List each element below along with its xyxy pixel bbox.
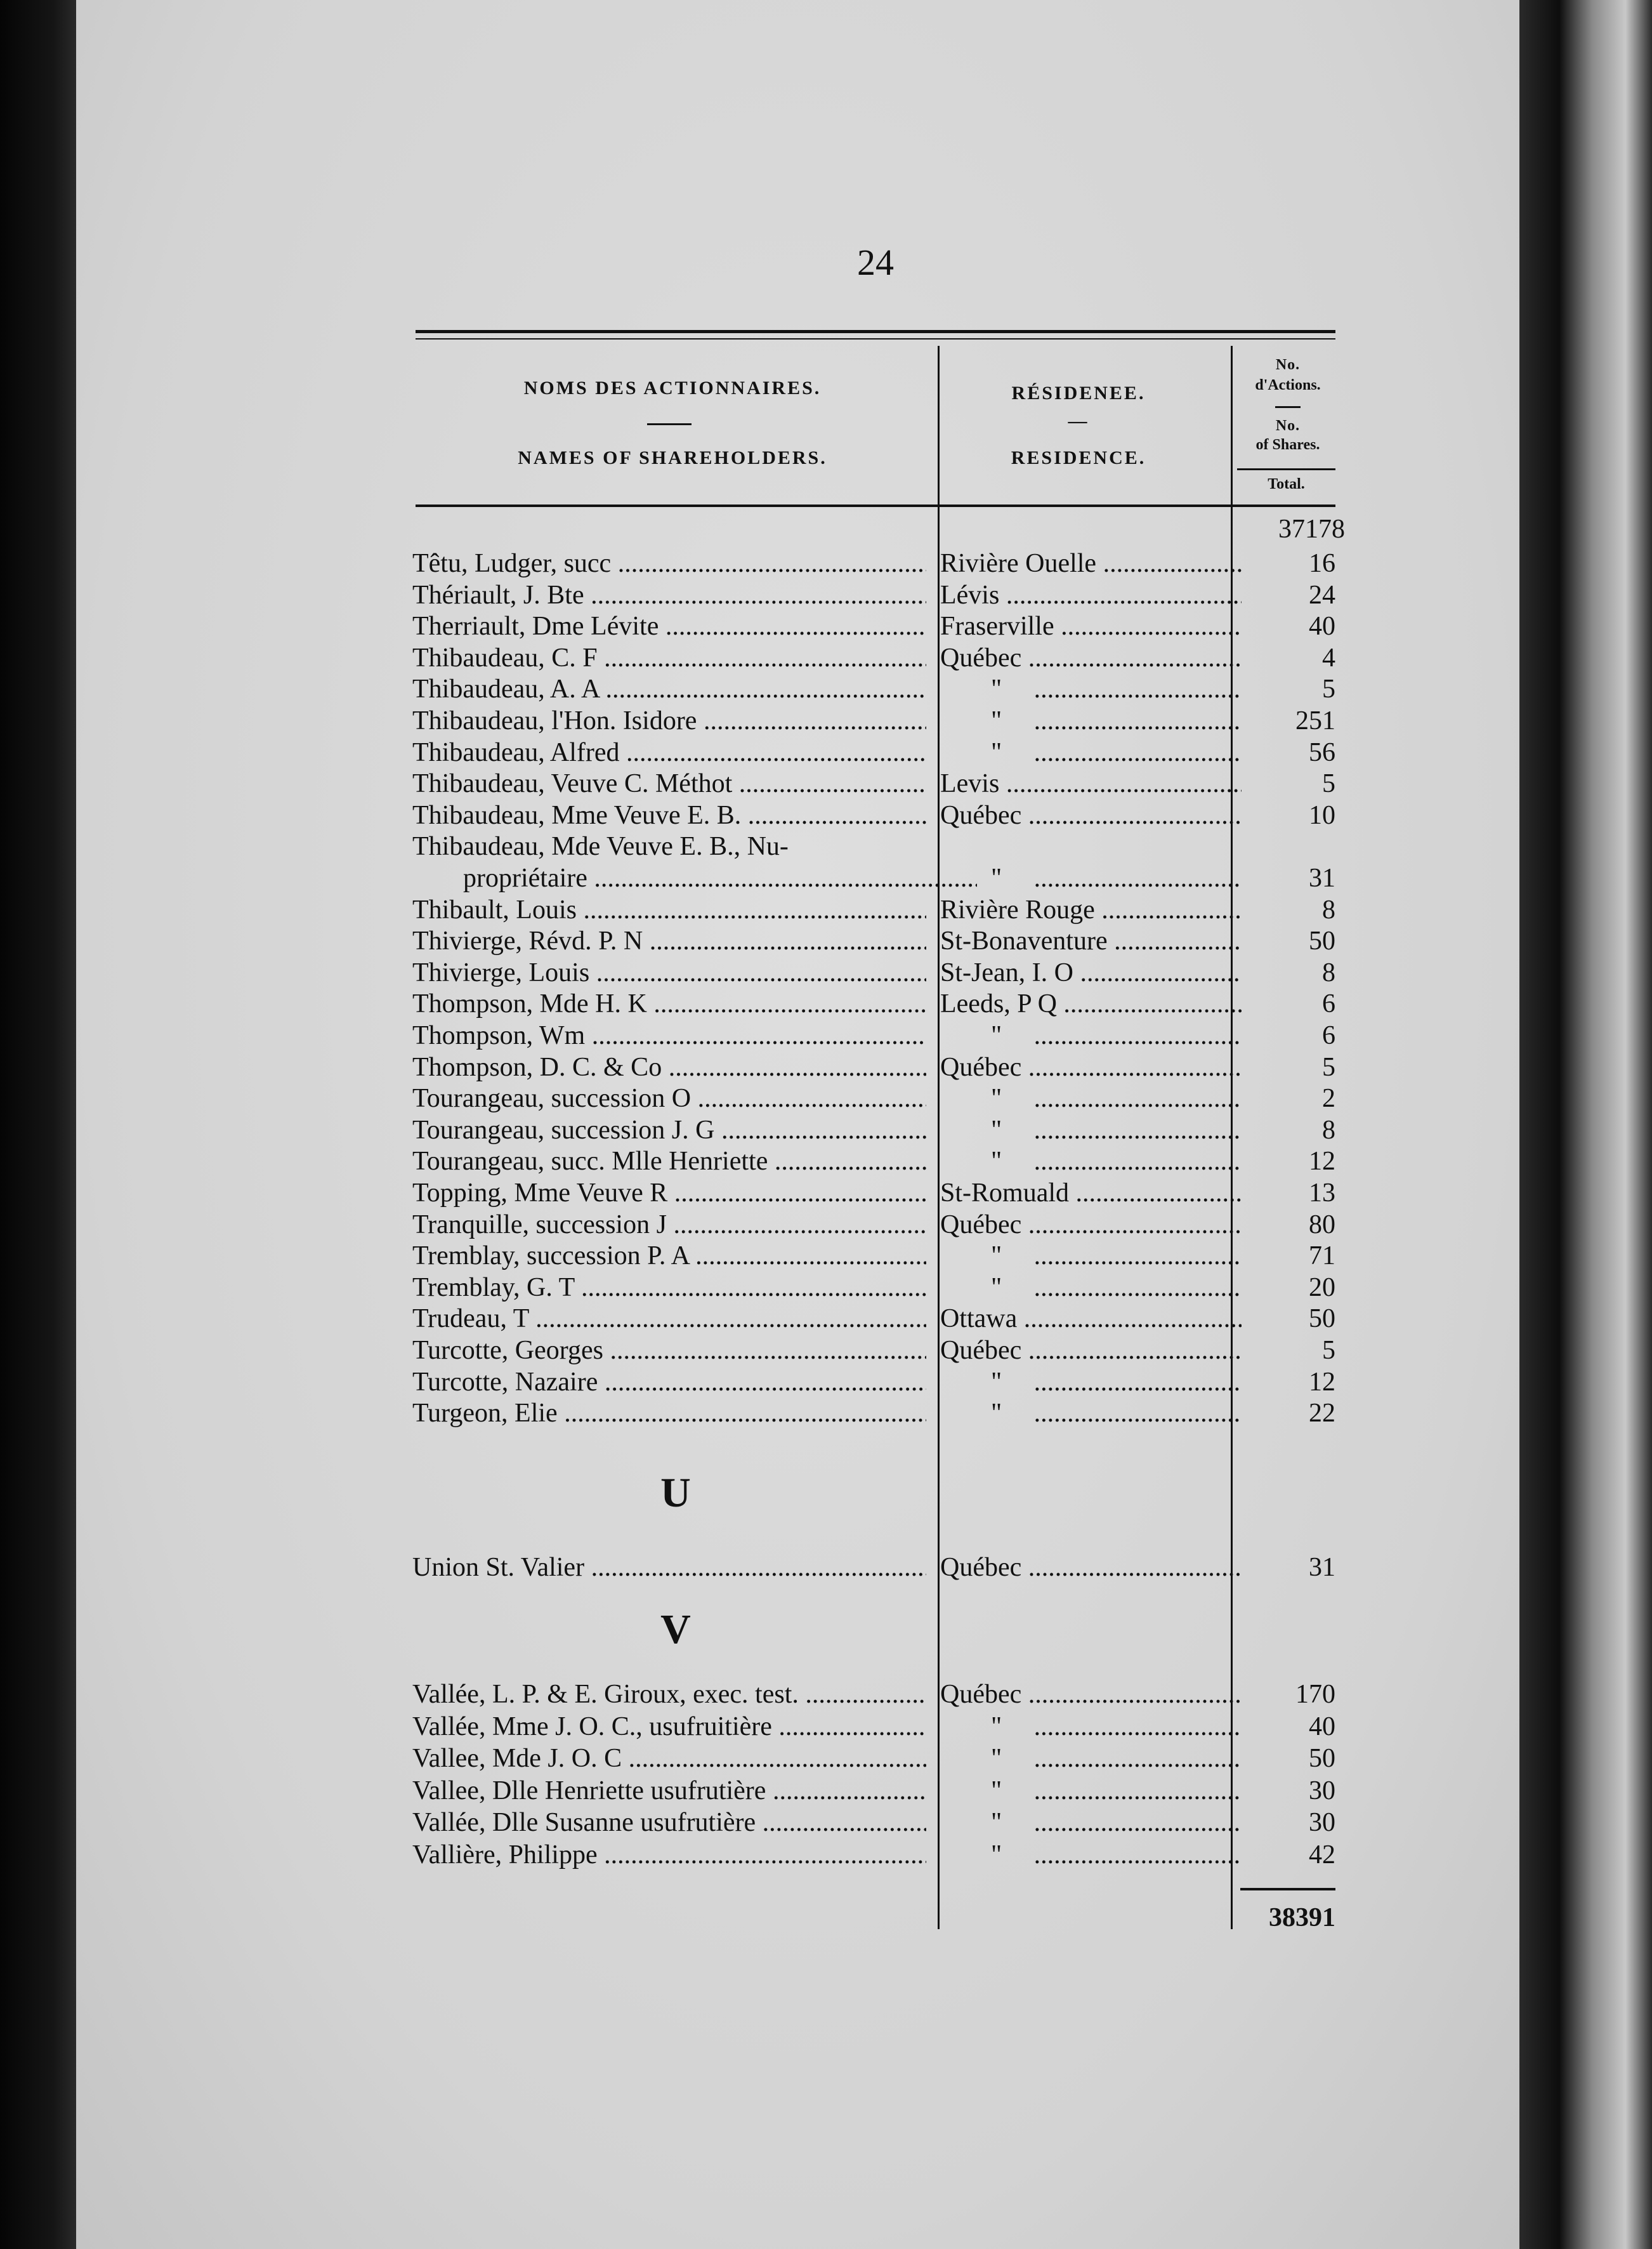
header-top-rule-thin — [416, 338, 1335, 340]
dot-leader — [577, 895, 926, 925]
header-total-rule — [1237, 468, 1335, 470]
dot-leader — [603, 1336, 926, 1365]
residence — [940, 737, 1242, 768]
dot-leader — [584, 581, 926, 610]
residence-text: St-Romuald — [940, 1178, 1070, 1208]
share-count: 40 — [1309, 612, 1335, 642]
shareholder-row — [412, 737, 1339, 768]
residence — [940, 1272, 1242, 1303]
share-count: 6 — [1322, 989, 1335, 1019]
shareholder-name — [412, 1679, 926, 1710]
residence — [940, 1145, 1242, 1177]
shareholder-name-text: Turcotte, Nazaire — [412, 1367, 598, 1397]
shareholder-row — [412, 862, 1339, 894]
share-count: 170 — [1295, 1680, 1335, 1709]
share-count: 5 — [1322, 769, 1335, 799]
residence — [940, 862, 1242, 894]
share-count: 2 — [1322, 1084, 1335, 1114]
share-count: 30 — [1309, 1776, 1335, 1805]
dot-leader — [999, 581, 1242, 610]
residence-text: Québec — [940, 1210, 1022, 1239]
residence — [940, 1807, 1242, 1838]
share-count: 24 — [1309, 580, 1335, 610]
shareholder-row — [412, 579, 1339, 611]
residence — [940, 1335, 1242, 1366]
residence — [940, 705, 1242, 737]
shareholder-name-text: Tranquille, succession J — [412, 1210, 667, 1239]
shareholder-name-text: Tourangeau, succession O — [412, 1084, 692, 1114]
share-count: 13 — [1309, 1178, 1335, 1208]
dot-leader — [1021, 1336, 1242, 1365]
residence — [940, 610, 1242, 642]
residence — [940, 988, 1242, 1020]
shareholder-name — [412, 1209, 926, 1241]
shareholder-name — [412, 988, 926, 1020]
page-number: 24 — [857, 242, 894, 283]
share-count: 20 — [1309, 1272, 1335, 1302]
share-count: 10 — [1309, 800, 1335, 830]
dot-leader — [1021, 1553, 1242, 1582]
residence — [940, 1552, 1242, 1583]
residence-text: " — [991, 675, 1002, 704]
share-count: 71 — [1309, 1241, 1335, 1271]
share-count: 50 — [1309, 1744, 1335, 1774]
shareholder-name — [412, 831, 926, 862]
shareholder-name-text: Thibaudeau, Mme Veuve E. B. — [412, 800, 742, 830]
shareholder-name-text: Thibault, Louis — [412, 895, 577, 925]
shareholder-name — [412, 1083, 926, 1114]
shareholder-name-text: Turgeon, Elie — [412, 1399, 558, 1428]
scan-right-edge — [1519, 0, 1652, 2249]
shareholder-name — [412, 1366, 926, 1398]
residence — [940, 1679, 1242, 1710]
shareholder-name-text: Thibaudeau, Mde Veuve E. B., Nu- — [412, 832, 789, 862]
shareholder-name-text: Vallée, Dlle Susanne usufrutière — [412, 1808, 756, 1838]
residence-text: Leeds, P Q — [940, 989, 1057, 1019]
share-count: 80 — [1309, 1210, 1335, 1239]
dot-leader — [1021, 1053, 1242, 1082]
shareholder-name-text: Thompson, D. C. & Co — [412, 1052, 662, 1082]
dot-leader — [529, 1304, 926, 1333]
residence — [940, 1114, 1242, 1146]
dot-leader — [1002, 1147, 1242, 1176]
residence — [940, 579, 1242, 611]
shareholder-row — [412, 988, 1339, 1020]
shareholder-name — [412, 894, 926, 926]
residence — [940, 642, 1242, 674]
dot-leader — [1069, 1178, 1242, 1208]
residence-text: " — [991, 864, 1002, 893]
share-count: 4 — [1322, 643, 1335, 673]
shareholder-row — [412, 1743, 1339, 1774]
residence-text: Québec — [940, 800, 1022, 830]
header-names-en: NAMES OF SHAREHOLDERS. — [518, 447, 827, 468]
shareholder-row — [412, 1397, 1339, 1429]
residence-text: " — [991, 737, 1002, 767]
header-total: Total. — [1268, 476, 1305, 492]
dot-leader — [766, 1776, 926, 1805]
shareholder-name-text: Tremblay, G. T — [412, 1272, 575, 1302]
dot-leader — [1002, 1368, 1242, 1397]
share-count: 8 — [1322, 895, 1335, 925]
header-shares-en: of Shares. — [1255, 437, 1320, 453]
residence-text: Rivière Rouge — [940, 895, 1095, 925]
header-shares-en-no: No. — [1275, 418, 1301, 434]
share-count: 56 — [1309, 737, 1335, 767]
dot-leader — [689, 1241, 926, 1270]
dot-leader — [1002, 1776, 1242, 1805]
shareholder-name-text: Vallee, Mde J. O. C — [412, 1744, 622, 1774]
shareholder-row — [412, 1145, 1339, 1177]
residence — [940, 673, 1242, 705]
shareholder-row — [412, 610, 1339, 642]
residence-text: Québec — [940, 1553, 1022, 1582]
residence-text: Québec — [940, 1336, 1022, 1365]
residence — [940, 957, 1242, 989]
header-top-rule — [416, 330, 1335, 333]
share-count: 30 — [1309, 1808, 1335, 1838]
shareholder-name-text: Union St. Valier — [412, 1553, 585, 1582]
share-count: 40 — [1309, 1711, 1335, 1741]
dot-leader — [659, 612, 926, 641]
share-count: 50 — [1309, 927, 1335, 956]
dot-leader — [587, 864, 977, 893]
dot-leader — [647, 989, 926, 1019]
shareholder-row — [412, 925, 1339, 957]
dot-leader — [599, 675, 926, 704]
dot-leader — [1095, 895, 1242, 925]
shareholder-row — [412, 1272, 1339, 1303]
shareholder-name — [412, 1775, 926, 1807]
share-count: 8 — [1322, 958, 1335, 987]
shareholder-row — [412, 1303, 1339, 1335]
dot-leader — [1002, 706, 1242, 735]
shareholder-name — [412, 768, 926, 800]
dot-leader — [772, 1712, 926, 1741]
shareholder-name — [412, 737, 926, 768]
shareholder-name-text: Tremblay, succession P. A — [412, 1241, 689, 1271]
residence-text: Québec — [940, 1052, 1022, 1082]
dot-leader — [667, 1178, 926, 1208]
dot-leader — [1021, 1210, 1242, 1239]
dot-leader — [1002, 1744, 1242, 1773]
shareholder-name-text: Topping, Mme Veuve R — [412, 1178, 668, 1208]
shareholder-name — [412, 925, 926, 957]
shareholder-name — [412, 1807, 926, 1838]
dot-leader — [1096, 549, 1242, 578]
header-shares-fr: d'Actions. — [1255, 377, 1321, 393]
residence-text: " — [991, 1808, 1002, 1838]
shareholder-name — [412, 800, 926, 831]
dot-leader — [1108, 927, 1242, 956]
shareholder-name — [412, 705, 926, 737]
residence — [940, 1711, 1242, 1743]
shareholder-name-text: Thériault, J. Bte — [412, 580, 584, 610]
share-count: 8 — [1322, 1115, 1335, 1145]
shareholder-name-text: Vallée, Mme J. O. C., usufruitière — [412, 1711, 772, 1741]
residence-text: " — [991, 1241, 1002, 1271]
dot-leader — [1002, 1116, 1242, 1145]
shareholder-row — [412, 1839, 1339, 1871]
shareholder-row — [412, 1209, 1339, 1241]
share-count: 5 — [1322, 1336, 1335, 1365]
dot-leader — [691, 1084, 926, 1113]
residence-text: " — [991, 1776, 1002, 1805]
shareholder-row — [412, 800, 1339, 831]
dot-leader — [1054, 612, 1242, 641]
shareholder-name-text: Thibaudeau, Veuve C. Méthot — [412, 769, 733, 799]
dot-leader — [598, 1840, 926, 1870]
dot-leader — [999, 769, 1242, 798]
dot-leader — [756, 1808, 926, 1837]
dot-leader — [1002, 1241, 1242, 1270]
residence-text: Rivière Ouelle — [940, 549, 1097, 578]
dot-leader — [589, 958, 926, 987]
shareholder-name-text: Thivierge, Révd. P. N — [412, 927, 643, 956]
shareholder-row — [412, 1775, 1339, 1807]
residence-text: " — [991, 1744, 1002, 1774]
shareholder-name-text: Thibaudeau, Alfred — [412, 737, 620, 767]
dot-leader — [1002, 864, 1242, 893]
section-letter-u: U — [660, 1470, 691, 1516]
dot-leader — [714, 1116, 926, 1145]
shareholder-name-text: Trudeau, T — [412, 1304, 529, 1334]
residence-text: " — [991, 1399, 1002, 1428]
residence — [940, 925, 1242, 957]
shareholder-row — [412, 894, 1339, 926]
dot-leader — [1002, 1840, 1242, 1870]
shareholder-name — [412, 1114, 926, 1146]
dot-leader — [1002, 738, 1242, 767]
residence — [940, 1052, 1242, 1083]
section-letter-v: V — [660, 1606, 691, 1652]
residence-text: " — [991, 1084, 1002, 1114]
residence-text: " — [991, 706, 1002, 735]
residence-text: " — [991, 1367, 1002, 1397]
header-shares-dash — [1275, 406, 1301, 408]
shareholder-name — [412, 642, 926, 674]
shareholder-name — [412, 1743, 926, 1774]
shareholder-row — [412, 1552, 1339, 1583]
residence — [940, 1743, 1242, 1774]
shareholder-name — [412, 957, 926, 989]
residence — [940, 1839, 1242, 1871]
dot-leader — [697, 706, 926, 735]
share-count: 22 — [1309, 1399, 1335, 1428]
dot-leader — [643, 927, 926, 956]
shareholder-name-text: Vallée, L. P. & E. Giroux, exec. test. — [412, 1680, 799, 1709]
shareholder-name-text: Vallière, Philippe — [412, 1840, 598, 1870]
shareholder-name-text: Thibaudeau, C. F — [412, 643, 598, 673]
shareholder-name — [412, 1020, 926, 1052]
dot-leader — [611, 549, 926, 578]
header-names-fr: NOMS DES ACTIONNAIRES. — [523, 378, 822, 399]
shareholder-name — [412, 579, 926, 611]
share-count: 5 — [1322, 675, 1335, 704]
grand-total-rule — [1240, 1888, 1335, 1890]
header-residence-dash: — — [1068, 411, 1089, 432]
shareholder-name — [412, 1177, 926, 1209]
residence-text: Québec — [940, 643, 1022, 673]
grand-total: 38391 — [1269, 1903, 1335, 1932]
dot-leader — [585, 1021, 926, 1050]
share-count: 31 — [1309, 864, 1335, 893]
residence-text: " — [991, 1115, 1002, 1145]
residence — [940, 1303, 1242, 1335]
shareholder-name — [412, 1303, 926, 1335]
shareholder-name-text: Thibaudeau, A. A — [412, 675, 599, 704]
share-count: 5 — [1322, 1052, 1335, 1082]
residence-text: Fraserville — [940, 612, 1054, 642]
dot-leader — [1002, 1712, 1242, 1741]
residence — [940, 894, 1242, 926]
dot-leader — [622, 1744, 926, 1773]
dot-leader — [1057, 989, 1242, 1019]
residence-text: St-Bonaventure — [940, 927, 1108, 956]
residence — [940, 768, 1242, 800]
shareholder-name-text: propriétaire — [463, 864, 587, 893]
dot-leader — [1073, 958, 1242, 987]
shareholder-name — [412, 548, 926, 579]
shareholder-row — [412, 1335, 1339, 1366]
header-names-dash — [647, 423, 692, 425]
share-count: 6 — [1322, 1021, 1335, 1050]
shareholder-row — [412, 1679, 1339, 1710]
header-bottom-rule — [416, 505, 1335, 507]
dot-leader — [598, 1368, 926, 1397]
shareholder-name — [412, 1839, 926, 1871]
carried-forward-total: 37178 — [1278, 515, 1345, 544]
shareholder-name-text: Turcotte, Georges — [412, 1336, 603, 1365]
dot-leader — [662, 1053, 926, 1082]
shareholder-name — [412, 1052, 926, 1083]
dot-leader — [1002, 1399, 1242, 1428]
residence-text: Québec — [940, 1680, 1022, 1709]
residence-text: Levis — [940, 769, 1000, 799]
shareholder-row — [412, 548, 1339, 579]
shareholder-row — [412, 1711, 1339, 1743]
shareholder-row — [412, 1020, 1339, 1052]
residence — [940, 548, 1242, 579]
residence — [940, 1177, 1242, 1209]
dot-leader — [1002, 1021, 1242, 1050]
dot-leader — [732, 769, 926, 798]
dot-leader — [799, 1680, 926, 1709]
dot-leader — [1002, 675, 1242, 704]
shareholder-name-text: Thivierge, Louis — [412, 958, 590, 987]
shareholder-row — [412, 831, 1339, 862]
residence — [940, 1083, 1242, 1114]
shareholder-name-text: Therriault, Dme Lévite — [412, 612, 659, 642]
dot-leader — [1021, 643, 1242, 673]
shareholder-name-text: Thibaudeau, l'Hon. Isidore — [412, 706, 697, 735]
shareholder-name — [412, 862, 977, 894]
residence — [940, 1397, 1242, 1429]
residence-text: " — [991, 1711, 1002, 1741]
residence — [940, 800, 1242, 831]
residence-text: " — [991, 1840, 1002, 1870]
shareholder-row — [412, 1177, 1339, 1209]
dot-leader — [620, 738, 926, 767]
residence — [940, 1020, 1242, 1052]
header-residence-en: RESIDENCE. — [1011, 447, 1146, 468]
residence-text: Ottawa — [940, 1304, 1018, 1334]
shareholder-name-text: Vallee, Dlle Henriette usufrutière — [412, 1776, 766, 1805]
dot-leader — [1002, 1084, 1242, 1113]
header-residence-fr: RÉSIDENEE. — [1011, 383, 1146, 404]
shareholder-row — [412, 1807, 1339, 1838]
share-count: 42 — [1309, 1840, 1335, 1870]
dot-leader — [584, 1553, 926, 1582]
shareholder-name — [412, 1711, 926, 1743]
dot-leader — [1021, 801, 1242, 830]
shareholder-name-text: Têtu, Ludger, succ — [412, 549, 612, 578]
shareholder-row — [412, 673, 1339, 705]
dot-leader — [598, 643, 926, 673]
share-count: 12 — [1309, 1147, 1335, 1177]
shareholder-name — [412, 1552, 926, 1583]
residence — [940, 1209, 1242, 1241]
scan-left-edge — [0, 0, 76, 2249]
shareholder-name-text: Tourangeau, succession J. G — [412, 1115, 715, 1145]
dot-leader — [1021, 1680, 1242, 1709]
shareholder-name — [412, 1145, 926, 1177]
dot-leader — [667, 1210, 926, 1239]
shareholder-row — [412, 1052, 1339, 1083]
residence-text: Lévis — [940, 580, 1000, 610]
shareholder-name — [412, 610, 926, 642]
dot-leader — [768, 1147, 926, 1176]
dot-leader — [741, 801, 926, 830]
share-count: 50 — [1309, 1304, 1335, 1334]
residence-text: " — [991, 1021, 1002, 1050]
shareholder-row — [412, 1114, 1339, 1146]
residence-text: " — [991, 1147, 1002, 1177]
shareholder-name — [412, 673, 926, 705]
shareholder-name — [412, 1240, 926, 1272]
shareholder-name-text: Thompson, Wm — [412, 1021, 586, 1050]
shareholder-row — [412, 705, 1339, 737]
shareholder-row — [412, 642, 1339, 674]
shareholder-name-text: Tourangeau, succ. Mlle Henriette — [412, 1147, 768, 1177]
shareholder-name-text: Thompson, Mde H. K — [412, 989, 647, 1019]
dot-leader — [558, 1399, 926, 1428]
dot-leader — [575, 1273, 926, 1302]
residence-text: " — [991, 1272, 1002, 1302]
share-count: 251 — [1295, 706, 1335, 735]
residence — [940, 1240, 1242, 1272]
header-shares-fr-no: No. — [1275, 357, 1301, 373]
shareholder-name — [412, 1335, 926, 1366]
shareholder-row — [412, 1366, 1339, 1398]
residence — [940, 1366, 1242, 1398]
shareholder-row — [412, 957, 1339, 989]
residence — [940, 1775, 1242, 1807]
share-count: 16 — [1309, 549, 1335, 578]
residence-text: St-Jean, I. O — [940, 958, 1073, 987]
dot-leader — [1002, 1808, 1242, 1837]
shareholder-row — [412, 1240, 1339, 1272]
shareholder-name — [412, 1272, 926, 1303]
shareholder-name — [412, 1397, 926, 1429]
dot-leader — [1017, 1304, 1242, 1333]
shareholder-row — [412, 1083, 1339, 1114]
share-count: 12 — [1309, 1367, 1335, 1397]
shareholder-row — [412, 768, 1339, 800]
dot-leader — [1002, 1273, 1242, 1302]
share-count: 31 — [1309, 1553, 1335, 1582]
